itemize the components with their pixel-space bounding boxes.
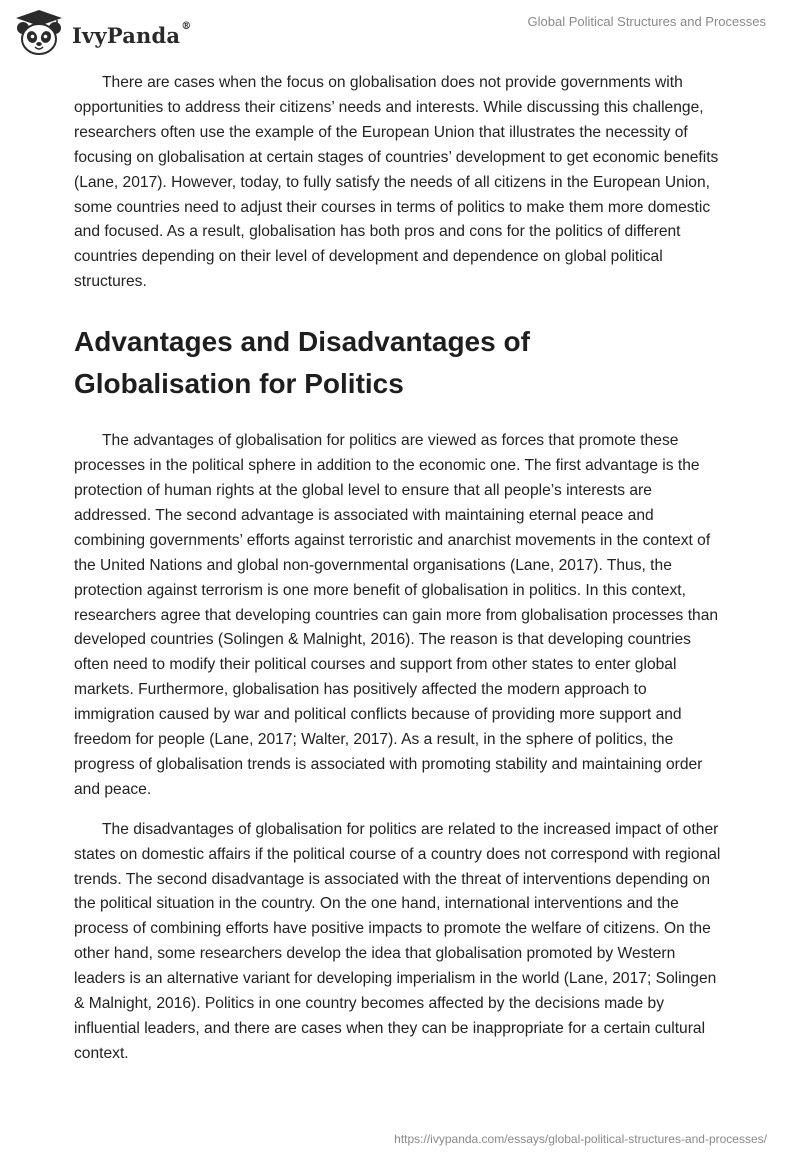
page-header <box>0 0 800 70</box>
logo-wordmark: IvyPanda® <box>72 20 192 48</box>
ivypanda-logo[interactable] <box>12 8 191 58</box>
source-url[interactable]: https://ivypanda.com/essays/global-political-structures-and-processes/ <box>394 1132 767 1146</box>
document-title: Global Political Structures and Processes <box>527 14 766 29</box>
panda-graduate-icon <box>12 8 66 58</box>
paragraph-advantages: The advantages of globalisation for politics are viewed as forces that promote these processes in the political sphere in addition to the economic one. The first advantage is the protection of human rights at the global level to ensure that all people’s interests are addressed. The second advantage is associated with maintaining eternal peace and combining governments’ efforts against terroristic and anarchist movements in the context of the United Nations and global non-governmental organisations (Lane, 2017). Thus, the protection against terrorism is one more benefit of globalisation in politics. In this context, researchers agree that developing countries can gain more from globalisation processes than developed countries (Solingen & Malnight, 2016). The reason is that developing countries often need to modify their political courses and support from other states to enter global markets. Furthermore, globalisation has positively affected the modern approach to immigration caused by war and political conflicts because of providing more support and freedom for people (Lane, 2017; Walter, 2017). As a result, in the sphere of politics, the progress of globalisation trends is associated with promoting stability and maintaining order and peace. <box>74 432 719 798</box>
paragraph-intro: There are cases when the focus on globalisation does not provide governments with opportunities to address their citizens’ needs and interests. While discussing this challenge, researchers often use the example of the European Union that illustrates the necessity of focusing on globalisation at certain stages of countries’ development to get economic benefits (Lane, 2017). However, today, to fully satisfy the needs of all citizens in the European Union, some countries need to adjust their courses in terms of politics to make them more domestic and focused. As a result, globalisation has both pros and cons for the politics of different countries depending on their level of development and dependence on global political structures. <box>74 74 719 291</box>
section-heading: Advantages and Disadvantages of Globalisation for Politics <box>74 326 530 400</box>
paragraph-disadvantages: The disadvantages of globalisation for politics are related to the increased impact of other states on domestic affairs if the political course of a country does not correspond with regional trends. The second disadvantage is associated with the threat of interventions depending on the political situation in the country. On the one hand, international interventions and the process of combining efforts have positive impacts to promote the welfare of citizens. On the other hand, some researchers develop the idea that globalisation promoted by Western leaders is an alternative variant for developing imperialism in the world (Lane, 2017; Solingen & Malnight, 2016). Politics in one country becomes affected by the decisions made by influential leaders, and there are cases when they can be inappropriate for a certain cultural context. <box>74 820 721 1062</box>
essay-content <box>74 71 726 1067</box>
registered-mark: ® <box>181 20 192 32</box>
